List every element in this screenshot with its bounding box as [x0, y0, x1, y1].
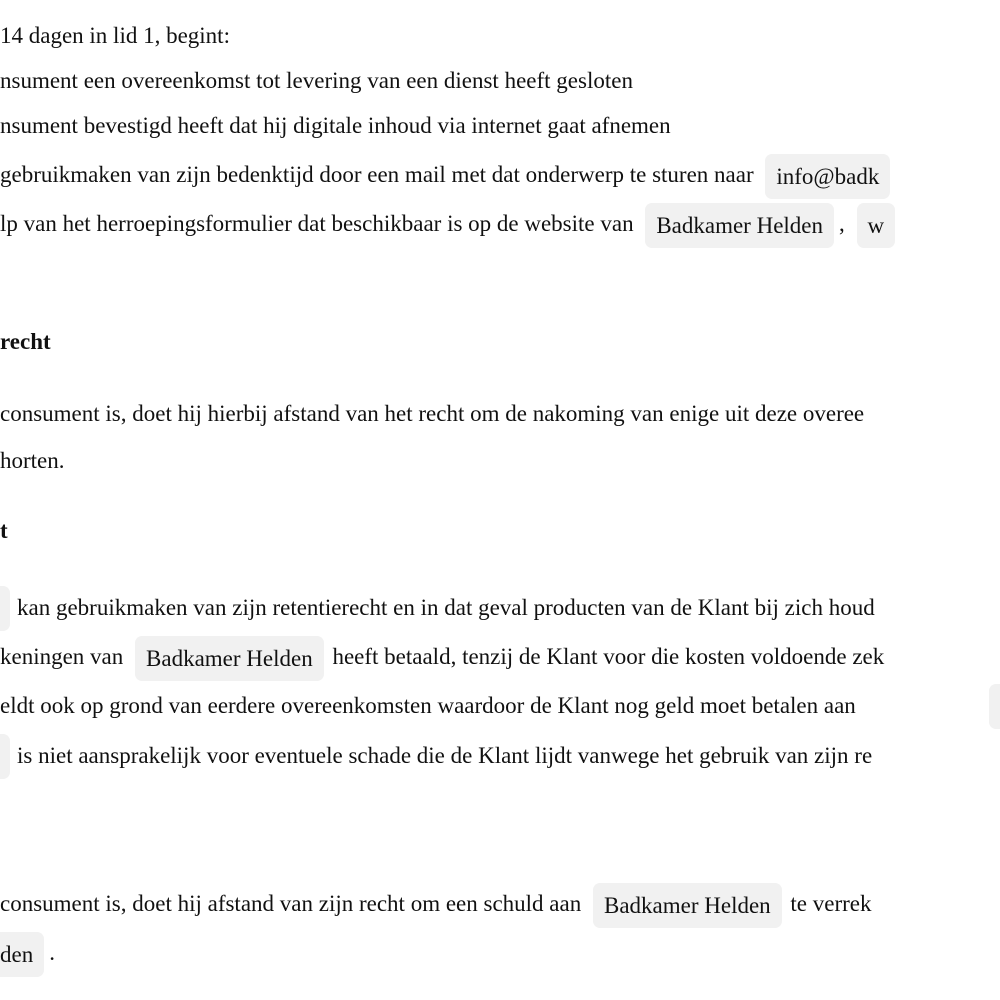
section4-period: . — [49, 940, 55, 965]
separator-comma: , — [839, 211, 845, 236]
section3-line-3 — [0, 684, 856, 728]
section2-line-1 — [0, 392, 864, 436]
section-heading-recht — [0, 320, 51, 364]
company-code-chip: Badkamer Helden — [135, 636, 324, 681]
company-code-chip: Badkamer Helden — [593, 883, 782, 928]
section2-text-1: consument is, doet hij hierbij afstand van het recht om de nakoming van enige uit deze overee — [0, 401, 865, 426]
intro-text-3: nsument bevestigd heeft dat hij digitale inhoud via internet gaat afnemen — [0, 113, 671, 138]
intro-text-2: nsument een overeenkomst tot levering van een dienst heeft gesloten — [0, 68, 633, 93]
section4-prefix-1: consument is, doet hij afstand van zijn recht om een schuld aan — [0, 891, 582, 916]
section4-line-2 — [0, 931, 55, 975]
intro-text-4: gebruikmaken van zijn bedenktijd door een mail met dat onderwerp te sturen naar — [0, 162, 754, 187]
intro-text-5: lp van het herroepingsformulier dat beschikbaar is op de website van — [0, 211, 634, 236]
email-code-chip: info@badk — [765, 154, 890, 199]
website-code-chip: w — [857, 203, 896, 248]
section2-line-2 — [0, 439, 65, 483]
heading-text: recht — [0, 329, 51, 354]
section2-text-2: horten. — [0, 448, 65, 473]
cut-off-chip — [0, 734, 10, 779]
section-heading-t — [0, 509, 8, 553]
section3-text-1: kan gebruikmaken van zijn retentierecht en in dat geval producten van de Klant bij zich houd — [17, 595, 875, 620]
section3-line-2 — [0, 635, 884, 679]
section3-text-3: eldt ook op grond van eerdere overeenkomsten waardoor de Klant nog geld moet betalen aan — [0, 693, 856, 718]
section4-line-1 — [0, 882, 872, 926]
intro-text-1: 14 dagen in lid 1, begint: — [0, 23, 230, 48]
cut-off-chip — [0, 586, 10, 631]
intro-line-5 — [0, 202, 895, 246]
section3-suffix-2: heeft betaald, tenzij de Klant voor die kosten voldoende zek — [332, 644, 885, 669]
intro-line-1 — [0, 14, 230, 58]
cut-off-chip-right — [989, 684, 1000, 729]
intro-line-4 — [0, 153, 890, 197]
company-code-chip-fragment: den — [0, 932, 44, 977]
heading-text: t — [0, 518, 8, 543]
intro-line-2 — [0, 59, 633, 103]
section4-suffix-1: te verrek — [790, 891, 872, 916]
section3-text-4: is niet aansprakelijk voor eventuele schade die de Klant lijdt vanwege het gebruik van zijn re — [17, 743, 873, 768]
section3-prefix-2: keningen van — [0, 644, 124, 669]
intro-line-3 — [0, 104, 671, 148]
company-code-chip: Badkamer Helden — [645, 203, 834, 248]
